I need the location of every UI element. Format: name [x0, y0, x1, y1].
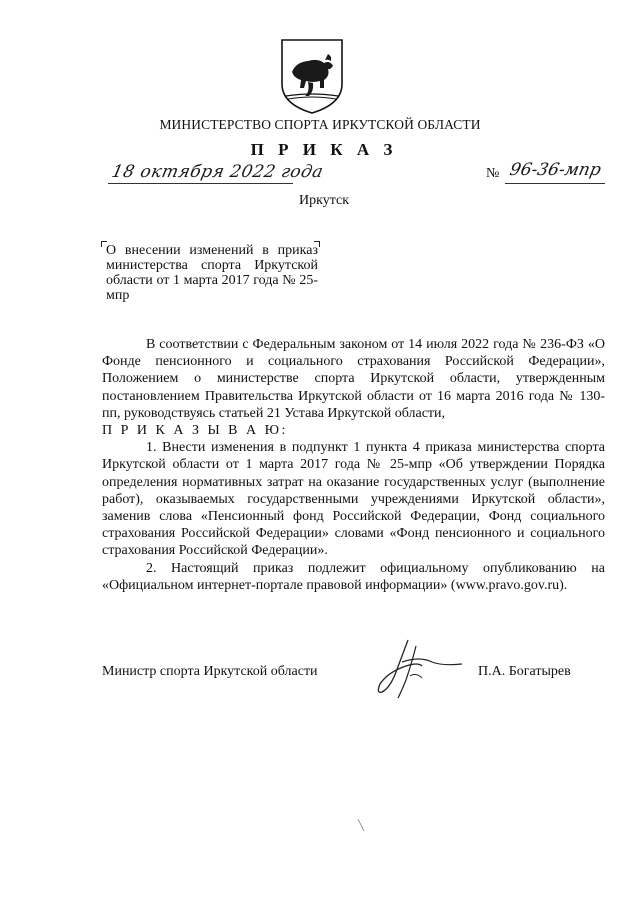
date-underline: [108, 183, 293, 184]
number-underline: [505, 183, 605, 184]
handwritten-date: 18 октября 2022 года: [109, 162, 326, 182]
signatory-role: Министр спорта Иркутской области: [102, 664, 318, 679]
order-keyword: П Р И К А З Ы В А Ю:: [102, 423, 288, 439]
handwritten-order-number: 96-36-мпр: [507, 160, 603, 180]
order-body: [102, 336, 605, 594]
document-type-title: П Р И К А З: [250, 140, 398, 159]
scan-mark: [356, 818, 366, 832]
order-number-label: №: [486, 166, 500, 181]
order-subject: О внесении изменений в приказ министерства спорта Иркутской области от 1 марта 2017 года № 25-мпр: [106, 243, 318, 303]
order-item-2: 2. Настоящий приказ подлежит официальному опубликованию на «Официальном интернет-портале правовой информации» (www.pravo.gov.ru).: [102, 560, 605, 593]
handwritten-signature-icon: [372, 632, 464, 702]
order-item-1: 1. Внести изменения в подпункт 1 пункта 4 приказа министерства спорта Иркутской области от 1 марта 2017 года № 25-мпр «Об утверждении Порядка определения нормативных затрат на оказание государственных услуг (выполнение работ), оказываемых государственными учреждениями Иркутской области», заменив слова «Пенсионный фонд Российской Федерации, Фонд социального страхования Российской Федерации» словами «Фонд пенсионного и социального страхования Российской Федерации».: [102, 440, 605, 559]
preamble-paragraph: В соответствии с Федеральным законом от 14 июля 2022 года № 236-ФЗ «О Фонде пенсионного и социального страхования Российской Федерации», Положением о министерстве спорта Иркутской области, утвержденным постановлением Правительства Иркутской области от 16 марта 2016 года № 130-пп, руководствуясь статьей 21 Устава Иркутской области,: [102, 337, 605, 421]
irkutsk-coat-of-arms-icon: [278, 36, 346, 116]
signatory-name: П.А. Богатырев: [478, 664, 571, 679]
ministry-name: МИНИСТЕРСТВО СПОРТА ИРКУТСКОЙ ОБЛАСТИ: [159, 117, 481, 132]
city-name: Иркутск: [298, 193, 350, 208]
